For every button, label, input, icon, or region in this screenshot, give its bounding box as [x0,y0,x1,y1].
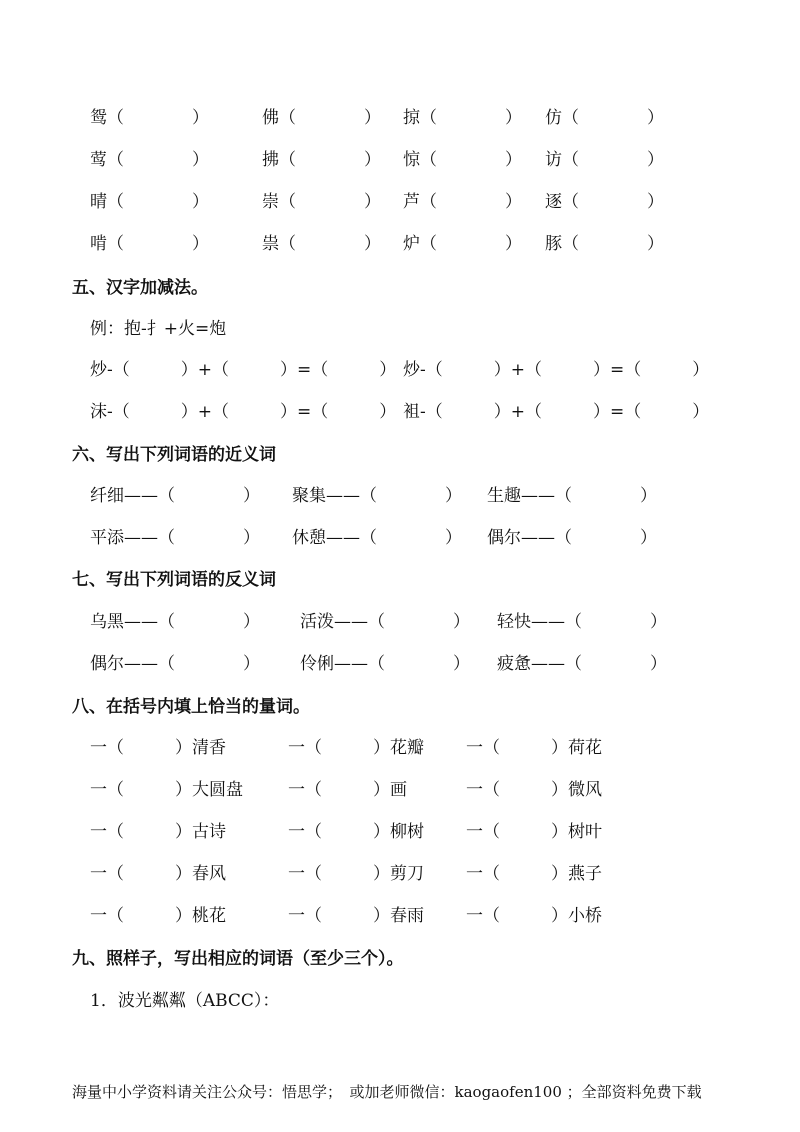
antonym-blank: 活泼——（ ） [300,612,470,632]
char-equation: 袓-（ ）+（ ）=（ ） [403,402,710,422]
char-blank: 逐（ ） [545,192,664,212]
measure-blank: 一（ ）大圆盘 [90,780,243,800]
measure-blank: 一（ ）剪刀 [288,864,424,884]
measure-blank: 一（ ）古诗 [90,822,226,842]
char-blank: 芦（ ） [403,192,522,212]
measure-blank: 一（ ）春雨 [288,906,424,926]
page-footer: 海量中小学资料请关注公众号：悟思学； 或加老师微信：kaogaofen100 ；全部资料免费下载 [72,1083,702,1101]
example-line [0,314,800,344]
char-blank: 啃（ ） [90,234,209,254]
char-blank: 惊（ ） [403,150,522,170]
section-7-heading: 七、写出下列词语的反义词 [72,570,276,590]
char-blank: 仿（ ） [545,108,664,128]
antonym-blank: 伶俐——（ ） [300,654,470,674]
char-blank: 炉（ ） [403,234,522,254]
char-equation: 沫-（ ）+（ ）=（ ） [90,402,397,422]
measure-row-2 [0,775,800,805]
section-6-heading: 六、写出下列词语的近义词 [72,445,276,465]
measure-blank: 一（ ）小桥 [466,906,602,926]
measure-row-4 [0,859,800,889]
antonym-blank: 偶尔——（ ） [90,654,260,674]
synonym-blank: 平添——（ ） [90,528,260,548]
char-row-3 [0,187,800,217]
measure-blank: 一（ ）柳树 [288,822,424,842]
pattern-item-text: 1．波光粼粼（ABCC）： [90,991,280,1011]
char-blank: 莺（ ） [90,150,209,170]
math-row-2 [0,397,800,427]
measure-blank: 一（ ）树叶 [466,822,602,842]
synonym-blank: 偶尔——（ ） [487,528,657,548]
char-blank: 鸳（ ） [90,108,209,128]
char-blank: 祟（ ） [262,234,381,254]
measure-row-3 [0,817,800,847]
char-blank: 访（ ） [545,150,664,170]
antonym-blank: 乌黑——（ ） [90,612,260,632]
synonym-blank: 休憩——（ ） [292,528,462,548]
antonym-blank: 疲惫——（ ） [497,654,667,674]
synonym-row-2 [0,523,800,553]
char-row-4 [0,229,800,259]
example-text: 例：抱-扌+火=炮 [90,319,227,339]
char-blank: 拂（ ） [262,150,381,170]
char-equation: 炒-（ ）+（ ）=（ ） [403,360,710,380]
measure-blank: 一（ ）燕子 [466,864,602,884]
measure-blank: 一（ ）微风 [466,780,602,800]
char-blank: 晴（ ） [90,192,209,212]
char-row-1 [0,103,800,133]
section-8-heading: 八、在括号内填上恰当的量词。 [72,697,310,717]
measure-blank: 一（ ）花瓣 [288,738,424,758]
char-blank: 崇（ ） [262,192,381,212]
section-5-heading: 五、汉字加减法。 [72,278,208,298]
measure-row-5 [0,901,800,931]
measure-row-1 [0,733,800,763]
measure-blank: 一（ ）清香 [90,738,226,758]
measure-blank: 一（ ）画 [288,780,407,800]
measure-blank: 一（ ）荷花 [466,738,602,758]
measure-blank: 一（ ）桃花 [90,906,226,926]
antonym-row-1 [0,607,800,637]
synonym-row-1 [0,481,800,511]
char-row-2 [0,145,800,175]
antonym-row-2 [0,649,800,679]
synonym-blank: 生趣——（ ） [487,486,657,506]
pattern-item-1 [0,986,800,1016]
char-blank: 佛（ ） [262,108,381,128]
char-blank: 掠（ ） [403,108,522,128]
measure-blank: 一（ ）春风 [90,864,226,884]
synonym-blank: 纤细——（ ） [90,486,260,506]
antonym-blank: 轻快——（ ） [497,612,667,632]
char-equation: 炒-（ ）+（ ）=（ ） [90,360,397,380]
math-row-1 [0,355,800,385]
section-9-heading: 九、照样子，写出相应的词语（至少三个）。 [72,949,404,969]
char-blank: 豚（ ） [545,234,664,254]
synonym-blank: 聚集——（ ） [292,486,462,506]
